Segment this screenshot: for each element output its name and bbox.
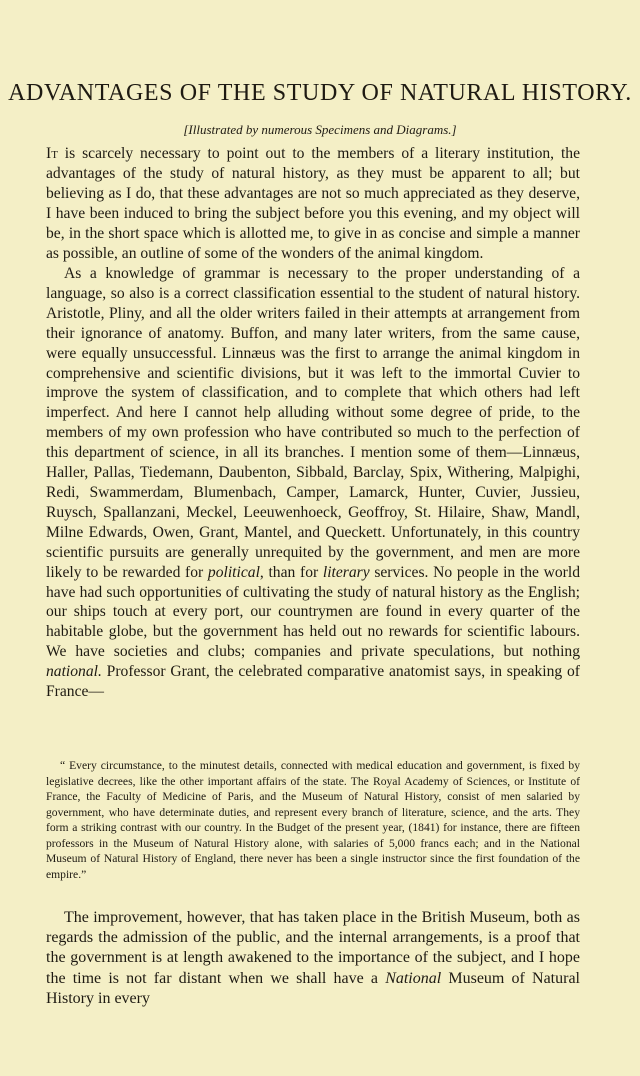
emphasis-political: political bbox=[207, 563, 260, 581]
paragraph-museum bbox=[46, 908, 580, 1009]
paragraph-classification-text-3: services. No people in the world have had such opportunities of cultivating the study of natural history as the English; our ships touch at every port, our countrymen are found in every quarter of the habitable globe, but the government has held out no rewards for scientific labours. We have societies and clubs; companies and private speculations, but nothing bbox=[46, 563, 580, 661]
emphasis-national-museum: National bbox=[385, 969, 442, 987]
page-title: ADVANTAGES OF THE STUDY OF NATURAL HISTORY. bbox=[8, 80, 632, 106]
paragraph-classification-text-2: , than for bbox=[259, 563, 323, 581]
paragraph-intro bbox=[46, 144, 580, 263]
page-subtitle: [Illustrated by numerous Specimens and Diagrams.] bbox=[183, 122, 457, 137]
paragraph-classification-text-4: Professor Grant, the celebrated comparative anatomist says, in speaking of France— bbox=[46, 663, 580, 701]
paragraph-classification bbox=[46, 264, 580, 702]
paragraph-opening-word: It bbox=[46, 145, 58, 162]
paragraph-museum-text-2: Museum of Natural History in every bbox=[46, 969, 581, 1007]
emphasis-literary: literary bbox=[322, 563, 370, 581]
paragraph-intro-text: is scarcely necessary to point out to the members of a literary institution, the advantages of the study of natural history, as they must be apparent to all; but believing as I do, that these advantages are not so much appreciated as they deserve, I have been induced to bring the subject before you this evening, and my object will be, in the short space which is allotted me, to give in as concise and simple a manner as possible, an outline of some of the wonders of the animal kingdom. bbox=[46, 145, 580, 262]
paragraph-classification-text: As a knowledge of grammar is necessary to the proper understanding of a language, so also is a correct classification essential to the student of natural history. Aristotle, Pliny, and all the older writers failed in their attempts at arrangement from their ignorance of anatomy. Buffon, and many later writers, from the same cause, were equally unsuccessful. Linnæus was the first to arrange the animal kingdom in comprehensive and scientific divisions, but it was left to the immortal Cuvier to improve the system of classification, and to complete that which others had left imperfect. And here I cannot help alluding without some degree of pride, to the members of my own profession who have contributed so much to the perfection of this department of science, in all its branches. I mention some of them—Linnæus, Haller, Pallas, Tiedemann, Daubenton, Sibbald, Barclay, Spix, Withering, Malpighi, Redi, Swammerdam, Blumenbach, Camper, Lamarck, Hunter, Cuvier, Jussieu, Ruysch, Spallanzani, Meckel, Leeuwenhoeck, Geoffroy, St. Hilaire, Shaw, Mandl, Milne Edwards, Owen, Grant, Mantel, and Queckett. Unfortunately, in this country scientific pursuits are generally unrequited by the government, and men are more likely to be rewarded for bbox=[46, 265, 580, 581]
block-quote: “ Every circumstance, to the minutest details, connected with medical education and government, is fixed by legislative decrees, like the other important affairs of the state. The Royal Academy of Sciences, or Institute of France, the Faculty of Medicine of Paris, and the Museum of Natural History, consist of men salaried by government, who have determinate duties, and represent every branch of literature, science, and the arts. They form a striking contrast with our country. In the Budget of the present year, (1841) for instance, there are fifteen professors in the Museum of Natural History alone, with salaries of 5,000 francs each; and in the National Museum of Natural History of England, there never has been a single instructor since the first foundation of the empire.” bbox=[46, 759, 580, 881]
emphasis-national: national. bbox=[46, 663, 102, 681]
paragraph-museum-text: The improvement, however, that has taken place in the British Museum, both as regards the admission of the public, and the internal arrangements, is a proof that the government is at length awakened to the importance of the subject, and I hope the time is not far distant when we shall have a bbox=[46, 909, 580, 987]
